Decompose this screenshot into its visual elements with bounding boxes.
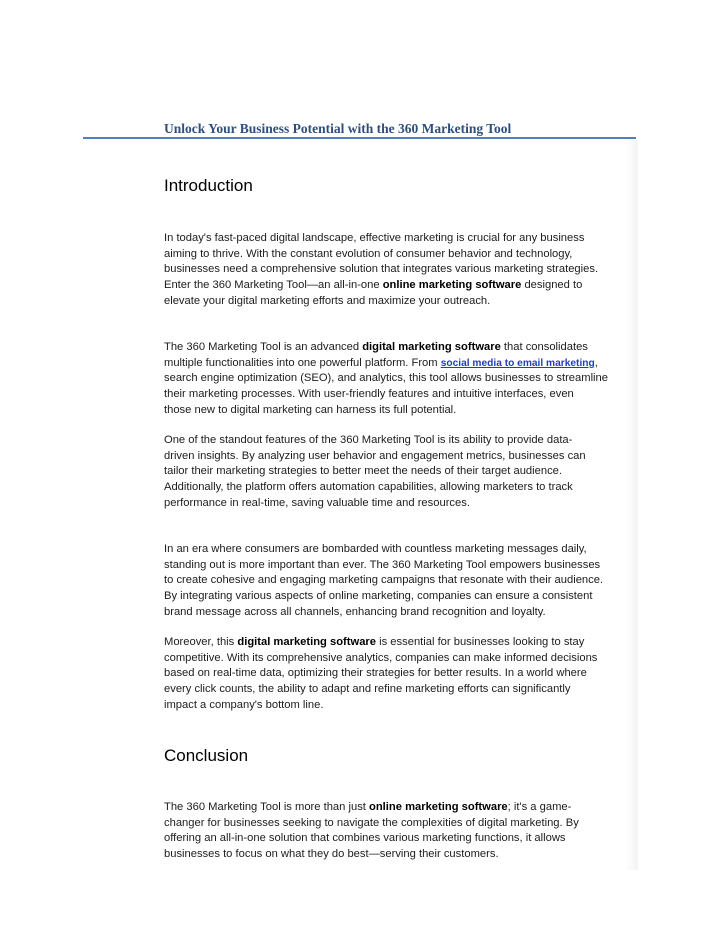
text-line: their marketing processes. With user-friendly features and intuitive interfaces, even bbox=[164, 388, 574, 401]
text-line: those new to digital marketing can harness its full potential. bbox=[164, 403, 457, 416]
intro-paragraph-5 bbox=[164, 635, 636, 714]
text-line: In today's fast-paced digital landscape, effective marketing is crucial for any business bbox=[164, 232, 585, 244]
text-line: aiming to thrive. With the constant evolution of consumer behavior and technology, bbox=[164, 247, 573, 260]
text-line bbox=[164, 340, 636, 356]
text-line: brand message across all channels, enhancing brand recognition and loyalty. bbox=[164, 605, 546, 618]
social-media-email-marketing-link[interactable]: social media to email marketing bbox=[440, 357, 595, 369]
section-heading-conclusion: Conclusion bbox=[164, 746, 249, 765]
text-line: By integrating various aspects of online marketing, companies can ensure a consistent bbox=[164, 590, 593, 603]
text-line: changer for businesses seeking to navigate the complexities of digital marketing. By bbox=[164, 816, 579, 829]
keyword-online-marketing-software: online marketing software bbox=[369, 801, 508, 813]
text-segment: designed to bbox=[521, 279, 583, 292]
text-line: driven insights. By analyzing user behavior and engagement metrics, businesses can bbox=[164, 449, 586, 462]
text-line: In an era where consumers are bombarded with countless marketing messages daily, bbox=[164, 543, 587, 555]
text-segment: that consolidates bbox=[500, 341, 588, 353]
text-line bbox=[164, 356, 636, 372]
intro-paragraph-1 bbox=[164, 231, 636, 310]
intro-paragraph-2 bbox=[164, 340, 636, 419]
text-line: tailor their marketing strategies to better meet the needs of their target audience. bbox=[164, 465, 562, 478]
text-line: Additionally, the platform offers automation capabilities, allowing marketers to track bbox=[164, 481, 573, 494]
keyword-online-marketing-software: online marketing software bbox=[382, 279, 522, 292]
text-segment: Enter the 360 Marketing Tool—an all-in-one bbox=[164, 279, 383, 292]
text-segment: The 360 Marketing Tool is an advanced bbox=[164, 341, 363, 353]
text-segment: Moreover, this bbox=[164, 636, 238, 648]
conclusion-paragraph bbox=[164, 800, 636, 863]
text-segment: ; it's a game- bbox=[507, 801, 572, 813]
text-line: impact a company's bottom line. bbox=[164, 698, 324, 711]
text-line: standing out is more important than ever. The 360 Marketing Tool empowers businesses bbox=[164, 558, 601, 571]
text-line: every click counts, the ability to adapt and refine marketing efforts can significantly bbox=[164, 683, 571, 696]
text-line: competitive. With its comprehensive analytics, companies can make informed decisions bbox=[164, 651, 598, 664]
keyword-digital-marketing-software: digital marketing software bbox=[237, 636, 377, 648]
text-line: performance in real-time, saving valuable time and resources. bbox=[164, 496, 470, 509]
intro-paragraph-4 bbox=[164, 542, 636, 621]
text-line bbox=[164, 635, 636, 651]
text-line: businesses to focus on what they do best—serving their customers. bbox=[164, 848, 499, 861]
text-segment: , bbox=[594, 356, 598, 369]
text-line: offering an all-in-one solution that combines various marketing functions, it allows bbox=[164, 832, 566, 845]
text-line: based on real-time data, optimizing their strategies for better results. In a world where bbox=[164, 667, 587, 680]
section-heading-introduction: Introduction bbox=[164, 176, 253, 195]
keyword-digital-marketing-software: digital marketing software bbox=[362, 341, 501, 353]
text-segment: is essential for businesses looking to stay bbox=[376, 636, 585, 648]
text-segment: The 360 Marketing Tool is more than just bbox=[164, 801, 370, 813]
text-line bbox=[164, 278, 636, 294]
text-segment: multiple functionalities into one powerful platform. From bbox=[164, 356, 441, 369]
text-line: One of the standout features of the 360 Marketing Tool is its ability to provide data- bbox=[164, 434, 573, 446]
text-line: elevate your digital marketing efforts and maximize your outreach. bbox=[164, 294, 491, 307]
text-line: to create cohesive and engaging marketing campaigns that resonate with their audience. bbox=[164, 574, 604, 587]
document-title: Unlock Your Business Potential with the 360 Marketing Tool bbox=[164, 121, 512, 136]
text-line bbox=[164, 800, 636, 816]
text-line: businesses need a comprehensive solution that integrates various marketing strategies. bbox=[164, 263, 599, 276]
text-line: search engine optimization (SEO), and analytics, this tool allows businesses to streamline bbox=[164, 372, 608, 385]
title-divider bbox=[83, 137, 636, 139]
intro-paragraph-3 bbox=[164, 433, 636, 512]
